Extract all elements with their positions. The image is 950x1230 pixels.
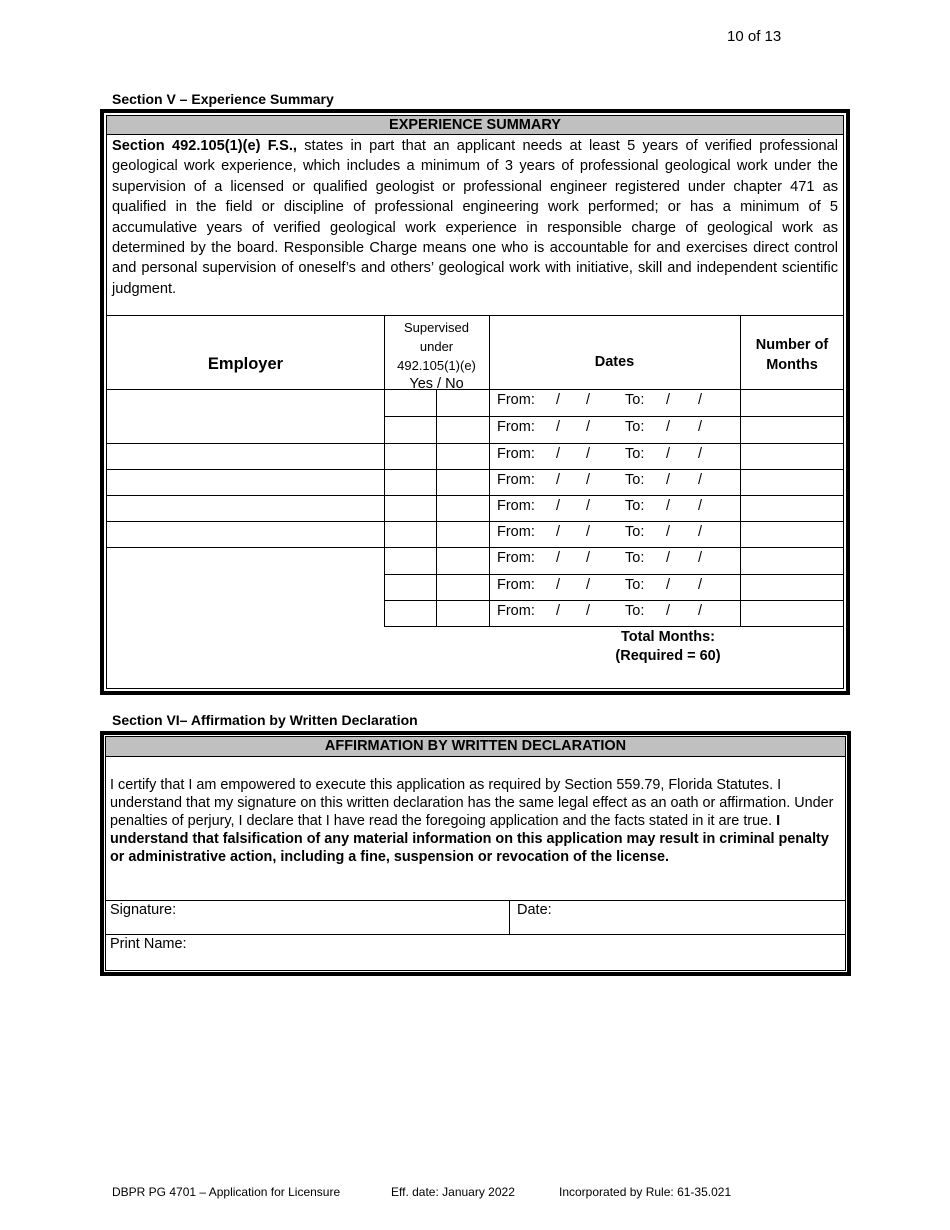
footer-form-name: DBPR PG 4701 – Application for Licensure xyxy=(112,1185,341,1199)
footer-rule: Incorporated by Rule: 61-35.021 xyxy=(559,1185,732,1199)
months-input[interactable] xyxy=(741,390,843,415)
to-label: To: xyxy=(625,446,645,462)
print-name-field[interactable] xyxy=(200,936,840,966)
date-separator: / xyxy=(586,550,591,566)
date-separator: / xyxy=(556,550,561,566)
from-label: From: xyxy=(497,419,535,435)
to-label: To: xyxy=(625,472,645,488)
date-separator: / xyxy=(586,392,591,408)
date-separator: / xyxy=(666,472,671,488)
footer-effective-date: Eff. date: January 2022 xyxy=(391,1185,515,1199)
supervised-header-line-4: Yes / No xyxy=(409,376,464,392)
date-separator: / xyxy=(586,472,591,488)
to-label: To: xyxy=(625,550,645,566)
date-separator: / xyxy=(586,419,591,435)
months-input[interactable] xyxy=(741,575,843,599)
date-separator: / xyxy=(666,392,671,408)
to-label: To: xyxy=(625,603,645,619)
to-label: To: xyxy=(625,524,645,540)
date-separator: / xyxy=(556,603,561,619)
date-row-rule xyxy=(384,626,844,627)
to-label: To: xyxy=(625,392,645,408)
statute-reference: Section 492.105(1)(e) F.S., xyxy=(112,138,297,154)
from-label: From: xyxy=(497,472,535,488)
date-separator: / xyxy=(698,550,703,566)
dates-column-header: Dates xyxy=(594,354,635,370)
affirmation-paragraph xyxy=(110,776,842,866)
date-separator: / xyxy=(556,577,561,593)
divider xyxy=(106,934,845,935)
signature-label: Signature: xyxy=(110,902,177,918)
months-input[interactable] xyxy=(741,601,843,625)
date-separator: / xyxy=(698,498,703,514)
page-number: 10 of 13 xyxy=(727,28,782,45)
table-top-rule xyxy=(107,315,843,316)
employer-row-rule xyxy=(107,521,384,522)
supervised-header-line-2: under xyxy=(419,339,454,354)
months-header-line-1: Number of xyxy=(755,337,829,353)
section-6-title: Section VI– Affirmation by Written Declaration xyxy=(112,712,418,728)
date-separator: / xyxy=(666,446,671,462)
employer-column-header: Employer xyxy=(207,355,284,373)
divider xyxy=(106,900,845,901)
from-label: From: xyxy=(497,446,535,462)
date-field[interactable] xyxy=(560,902,840,930)
date-separator: / xyxy=(556,392,561,408)
from-label: From: xyxy=(497,392,535,408)
total-months-line-1: Total Months: xyxy=(621,629,715,645)
months-input[interactable] xyxy=(741,522,843,546)
to-label: To: xyxy=(625,577,645,593)
from-label: From: xyxy=(497,577,535,593)
employer-row-rule xyxy=(107,469,384,470)
employer-row-rule xyxy=(107,443,384,444)
total-months-label xyxy=(598,628,738,666)
date-separator: / xyxy=(556,524,561,540)
months-input[interactable] xyxy=(741,417,843,442)
employer-row-rule xyxy=(107,547,384,548)
total-months-line-2: (Required = 60) xyxy=(615,648,721,664)
from-label: From: xyxy=(497,498,535,514)
print-name-label: Print Name: xyxy=(110,936,187,952)
date-separator: / xyxy=(666,550,671,566)
supervised-header-line-1: Supervised xyxy=(403,320,470,335)
supervised-header-line-3: 492.105(1)(e) xyxy=(397,358,476,373)
date-separator: / xyxy=(666,419,671,435)
date-separator: / xyxy=(666,524,671,540)
experience-requirement-text: states in part that an applicant needs at least 5 years of verified professional geological work experience, which includes a minimum of 3 years of professional geological work under the supervision of a licensed or qualified geologist or professional engineer registered under chapter 471 as qualified in the field or discipline of professional engineering work performed; or has a minimum of 5 accumulative years of verified geological work experience in responsible charge of geological work as determined by the board. Responsible Charge means one who is accountable for and exercises direct control and personal supervision of oneself’s and others’ geological work with initiative, skill and independent scientific judgment. xyxy=(112,138,838,297)
date-separator: / xyxy=(556,472,561,488)
experience-summary-header: EXPERIENCE SUMMARY xyxy=(107,116,843,135)
date-separator: / xyxy=(698,392,703,408)
section-5-title: Section V – Experience Summary xyxy=(112,91,334,107)
supervised-column-header xyxy=(384,318,489,394)
yes-no-divider xyxy=(436,389,437,626)
months-input[interactable] xyxy=(741,548,843,573)
date-separator: / xyxy=(698,577,703,593)
to-label: To: xyxy=(625,419,645,435)
date-separator: / xyxy=(698,603,703,619)
date-separator: / xyxy=(556,419,561,435)
employer-row-rule xyxy=(107,495,384,496)
date-separator: / xyxy=(698,419,703,435)
date-separator: / xyxy=(666,577,671,593)
date-label: Date: xyxy=(517,902,552,918)
from-label: From: xyxy=(497,550,535,566)
date-separator: / xyxy=(586,446,591,462)
from-label: From: xyxy=(497,524,535,540)
date-separator: / xyxy=(698,524,703,540)
to-label: To: xyxy=(625,498,645,514)
affirmation-text: I certify that I am empowered to execute this application as required by Section 559.79, Florida Statutes. I understand that my signature on this written declaration has the same legal effect as an oath or affirmation. Under penalties of perjury, I declare that I have read the foregoing application and the facts stated in it are true. xyxy=(110,777,834,829)
date-separator: / xyxy=(666,603,671,619)
divider xyxy=(509,900,510,934)
falsification-warning: I understand that falsification of any material information on this application may result in criminal penalty or administrative action, including a fine, suspension or revocation of the license. xyxy=(110,813,829,865)
date-separator: / xyxy=(556,498,561,514)
months-input[interactable] xyxy=(741,496,843,520)
months-input[interactable] xyxy=(741,470,843,494)
date-separator: / xyxy=(698,472,703,488)
months-header-line-2: Months xyxy=(766,357,818,373)
date-separator: / xyxy=(586,524,591,540)
date-separator: / xyxy=(666,498,671,514)
date-separator: / xyxy=(586,603,591,619)
date-separator: / xyxy=(556,446,561,462)
months-column-header xyxy=(740,335,844,375)
date-separator: / xyxy=(586,577,591,593)
from-label: From: xyxy=(497,603,535,619)
affirmation-header: AFFIRMATION BY WRITTEN DECLARATION xyxy=(106,737,845,757)
date-separator: / xyxy=(698,446,703,462)
date-separator: / xyxy=(586,498,591,514)
months-input[interactable] xyxy=(741,444,843,468)
signature-field[interactable] xyxy=(190,902,500,930)
experience-summary-paragraph xyxy=(112,136,838,299)
